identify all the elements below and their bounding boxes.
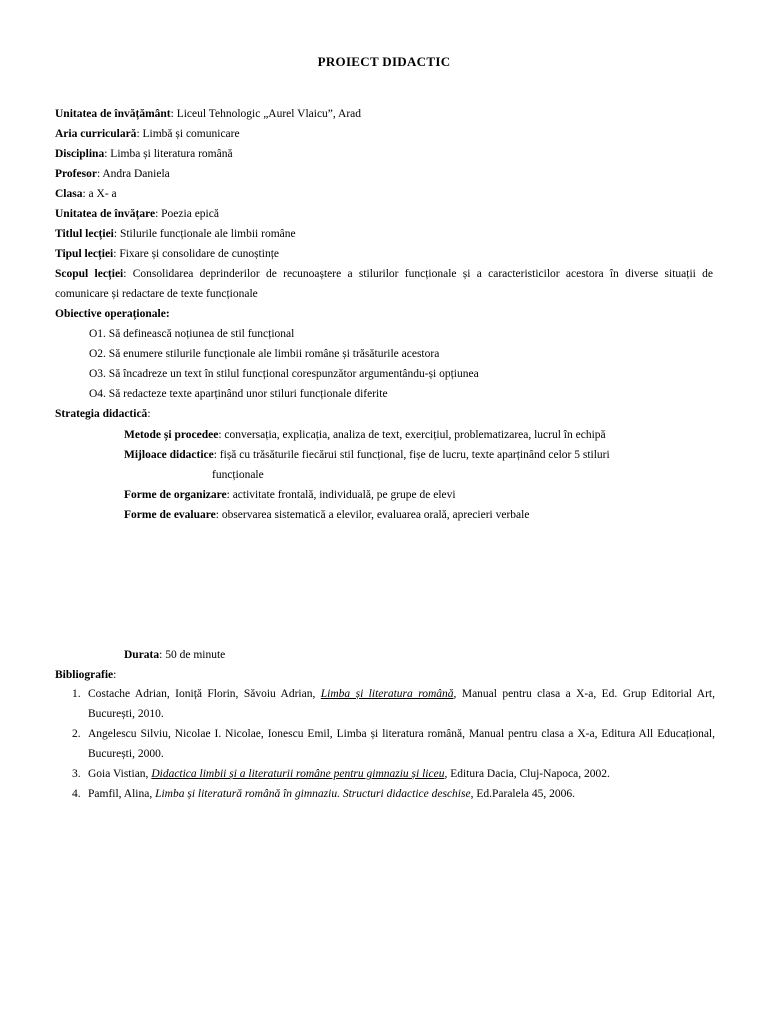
bibliography-list (55, 684, 715, 804)
field-clasa (55, 187, 117, 201)
objective-item: O4. Să redacteze texte aparținând unor stiluri funcționale diferite (89, 388, 388, 400)
strategy-colon: : (147, 408, 151, 420)
field-scopul-lectiei (55, 264, 713, 304)
field-value: : Liceul Tehnologic „Aurel Vlaicu”, Arad (170, 108, 362, 120)
bibliography-item (55, 764, 715, 784)
objective-item: O1. Să definească noțiunea de stil funcțional (89, 328, 295, 340)
bibliography-label: Bibliografie (55, 669, 114, 681)
field-profesor (55, 167, 170, 181)
field-label: Unitatea de învățare (55, 208, 156, 220)
objectives-heading: Obiective operaționale: (55, 308, 170, 320)
item-authors: Angelescu Silviu, Nicolae I. Nicolae, Ionescu Emil, Limba și literatura română, Manual pentru clasa a X-a, Editura All Educațional, București, 2000. (88, 728, 715, 760)
strategy-mijloace (124, 448, 610, 462)
item-number: 3. (72, 768, 81, 780)
field-label: Disciplina (55, 148, 105, 160)
field-label: Mijloace didactice (124, 449, 214, 461)
item-number: 4. (72, 788, 81, 800)
bibliography-colon: : (113, 669, 117, 681)
field-label: Durata (124, 649, 160, 661)
strategy-label: Strategia didactică (55, 408, 148, 420)
item-number: 1. (72, 688, 81, 700)
field-value: : Limbă și comunicare (136, 128, 240, 140)
field-unitate-invatamant (55, 107, 361, 121)
item-authors: Pamfil, Alina, (88, 788, 156, 800)
field-aria-curriculara (55, 127, 240, 141)
field-value: : Poezia epică (155, 208, 219, 220)
field-value: : Stilurile funcționale ale limbii române (113, 228, 296, 240)
field-tipul-lectiei (55, 247, 279, 261)
item-title: Limba și literatură română în gimnaziu. Structuri didactice deschise (155, 788, 471, 800)
strategy-forme-organizare (124, 488, 456, 502)
field-label: Metode și procedee (124, 429, 219, 441)
field-label: Aria curriculară (55, 128, 137, 140)
field-label: Forme de organizare (124, 489, 227, 501)
field-disciplina (55, 147, 233, 161)
item-authors: Goia Vistian, (88, 768, 152, 780)
item-number: 2. (72, 728, 81, 740)
bibliography-item (55, 684, 715, 724)
item-details: , Editura Dacia, Cluj-Napoca, 2002. (444, 768, 610, 780)
bibliography-heading (55, 668, 116, 682)
field-label: Clasa (55, 188, 83, 200)
field-label: Profesor (55, 168, 97, 180)
field-label: Tipul lecției (55, 248, 114, 260)
field-value: : Limba și literatura română (104, 148, 233, 160)
item-title: Didactica limbii și a literaturii române pentru gimnaziu și liceu (151, 768, 445, 780)
item-authors: Costache Adrian, Ioniță Florin, Săvoiu Adrian, (88, 688, 321, 700)
field-value: : activitate frontală, individuală, pe grupe de elevi (226, 489, 456, 501)
durata (124, 648, 225, 662)
strategy-forme-evaluare (124, 508, 529, 522)
objective-item: O2. Să enumere stilurile funcționale ale limbii române și trăsăturile acestora (89, 348, 440, 360)
field-value: : fișă cu trăsăturile fiecărui stil funcțional, fișe de lucru, texte aparținând celor 5 stiluri (213, 449, 610, 461)
item-details: , Ed.Paralela 45, 2006. (470, 788, 576, 800)
strategy-heading (55, 407, 151, 421)
field-value: : Andra Daniela (96, 168, 170, 180)
strategy-mijloace-cont: funcționale (212, 469, 264, 481)
field-titlul-lectiei (55, 227, 296, 241)
field-value: : Consolidarea deprinderilor de recunoaștere a stilurilor funcționale și a caracteristicilor acestora în diverse situații de comunicare și redactare de texte funcționale (55, 268, 713, 300)
field-unitate-invatare (55, 207, 219, 221)
bibliography-item (55, 784, 715, 804)
field-value: : conversația, explicația, analiza de text, exercițiul, problematizarea, lucrul în echipă (218, 429, 606, 441)
field-label: Forme de evaluare (124, 509, 216, 521)
field-value: : a X- a (82, 188, 117, 200)
field-value: : Fixare și consolidare de cunoștințe (113, 248, 280, 260)
item-details: , Manual pentru clasa a X-a, Ed. Grup Editorial Art, București, 2010. (88, 688, 715, 720)
field-value: : 50 de minute (159, 649, 226, 661)
field-value: : observarea sistematică a elevilor, evaluarea orală, aprecieri verbale (215, 509, 530, 521)
field-label: Unitatea de învățământ (55, 108, 171, 120)
field-label: Titlul lecției (55, 228, 114, 240)
item-title: Limba și literatura română (320, 688, 454, 700)
objective-item: O3. Să încadreze un text în stilul funcțional corespunzător argumentându-și opțiunea (89, 368, 479, 380)
field-label: Scopul lecției (55, 268, 124, 280)
strategy-metode (124, 428, 606, 442)
document-title: PROIECT DIDACTIC (317, 54, 451, 69)
bibliography-item (55, 724, 715, 764)
